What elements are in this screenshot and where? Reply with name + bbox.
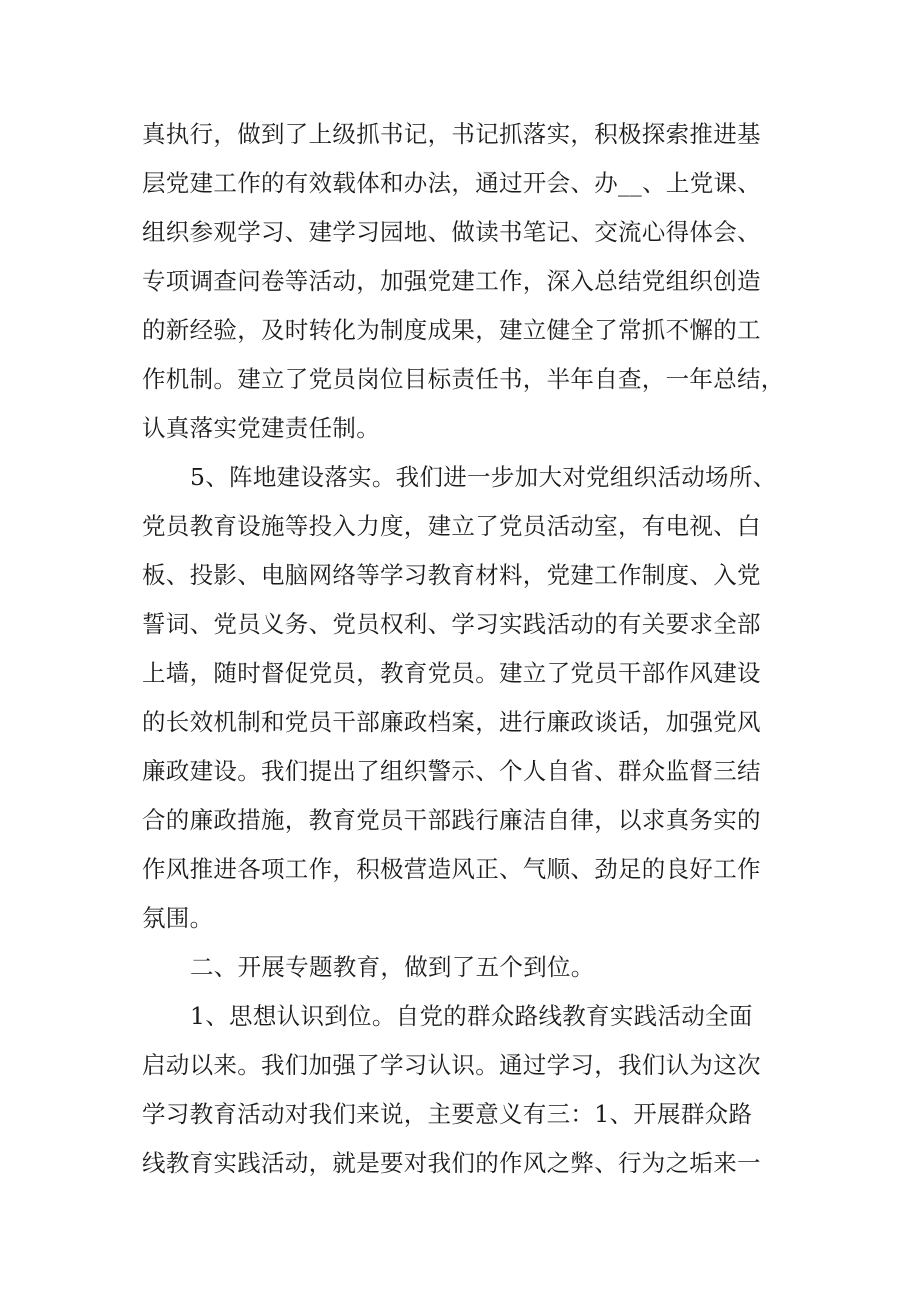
paragraph-line: 学习教育活动对我们来说，主要意义有三：1、开展群众路 (142, 1100, 753, 1128)
paragraph-line: 党员教育设施等投入力度，建立了党员活动室，有电视、白 (142, 512, 761, 540)
paragraph-line: 真执行，做到了上级抓书记，书记抓落实，积极探索推进基 (142, 120, 761, 148)
paragraph-line: 组织参观学习、建学习园地、做读书笔记、交流心得体会、 (142, 218, 761, 246)
paragraph-line: 的新经验，及时转化为制度成果，建立健全了常抓不懈的工 (142, 316, 761, 344)
paragraph-line: 认真落实党建责任制。 (142, 414, 380, 442)
paragraph-line: 作机制。建立了党员岗位目标责任书，半年自查，一年总结， (142, 365, 785, 393)
paragraph-line: 誓词、党员义务、党员权利、学习实践活动的有关要求全部 (142, 610, 761, 638)
paragraph-1-start: 1、思想认识到位。自党的群众路线教育实践活动全面 (190, 1002, 753, 1030)
paragraph-line: 板、投影、电脑网络等学习教育材料，党建工作制度、入党 (142, 561, 761, 589)
paragraph-line: 上墙，随时督促党员，教育党员。建立了党员干部作风建设 (142, 659, 761, 687)
paragraph-line: 线教育实践活动，就是要对我们的作风之弊、行为之垢来一 (142, 1149, 761, 1177)
paragraph-line: 氛围。 (142, 904, 214, 932)
paragraph-line: 启动以来。我们加强了学习认识。通过学习，我们认为这次 (142, 1051, 761, 1079)
paragraph-line: 廉政建设。我们提出了组织警示、个人自省、群众监督三结 (142, 757, 761, 785)
paragraph-line: 作风推进各项工作，积极营造风正、气顺、劲足的良好工作 (142, 855, 761, 883)
paragraph-5-start: 5、阵地建设落实。我们进一步加大对党组织活动场所、 (190, 463, 777, 491)
paragraph-line: 的长效机制和党员干部廉政档案，进行廉政谈话，加强党风 (142, 708, 761, 736)
paragraph-line: 专项调查问卷等活动，加强党建工作，深入总结党组织创造 (142, 267, 761, 295)
section-heading: 二、开展专题教育，做到了五个到位。 (190, 953, 595, 981)
paragraph-line: 合的廉政措施，教育党员干部践行廉洁自律，以求真务实的 (142, 806, 761, 834)
paragraph-line: 层党建工作的有效载体和办法，通过开会、办__、上党课、 (142, 169, 762, 197)
